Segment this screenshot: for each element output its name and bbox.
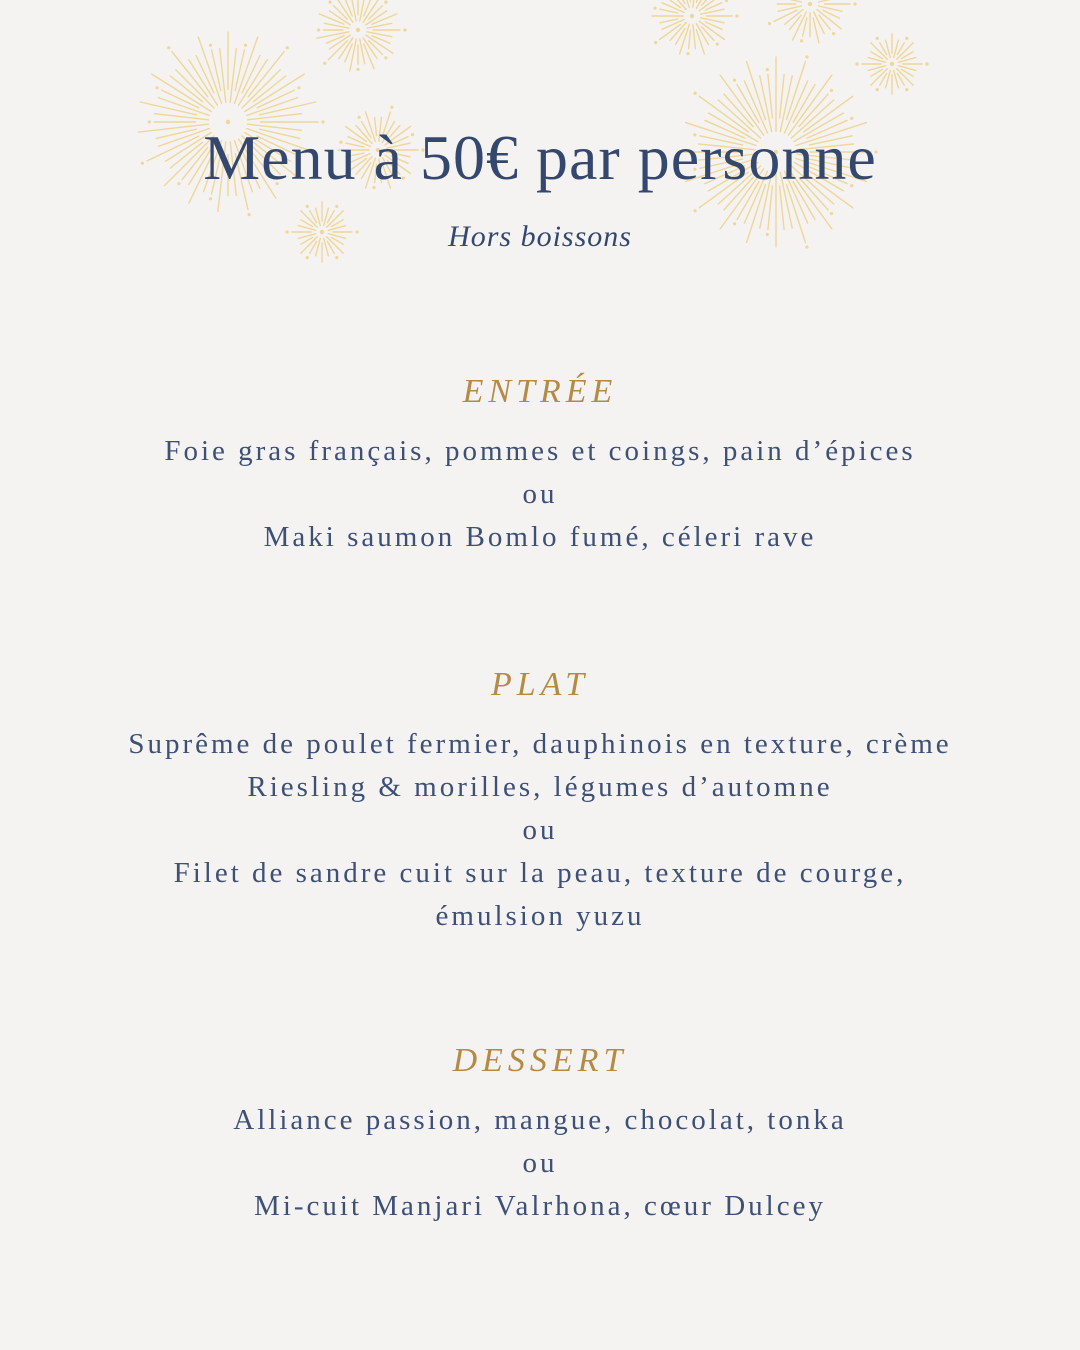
- menu-line: Riesling & morilles, légumes d’automne: [247, 771, 833, 803]
- section-dessert: [0, 1041, 1080, 1228]
- menu-line-separator: ou: [522, 478, 558, 510]
- menu-line: Alliance passion, mangue, chocolat, tonka: [233, 1104, 847, 1136]
- page-title: Menu à 50€ par personne: [203, 122, 877, 193]
- section-title-dessert: DESSERT: [452, 1042, 628, 1079]
- menu-line: Filet de sandre cuit sur la peau, texture de courge,: [173, 857, 907, 889]
- menu-line: Maki saumon Bomlo fumé, céleri rave: [263, 521, 817, 553]
- section-title-plat: PLAT: [490, 666, 590, 703]
- section-entree: [0, 372, 1080, 559]
- menu-line: Foie gras français, pommes et coings, pain d’épices: [164, 435, 916, 467]
- menu-line: Mi-cuit Manjari Valrhona, cœur Dulcey: [254, 1190, 826, 1222]
- menu-line: émulsion yuzu: [435, 900, 645, 932]
- page-subtitle: Hors boissons: [448, 220, 632, 253]
- section-plat: [0, 665, 1080, 938]
- menu-line-separator: ou: [522, 1147, 558, 1179]
- menu-line-separator: ou: [522, 814, 558, 846]
- section-title-entree: ENTRÉE: [462, 373, 618, 410]
- menu-line: Suprême de poulet fermier, dauphinois en texture, crème: [128, 728, 952, 760]
